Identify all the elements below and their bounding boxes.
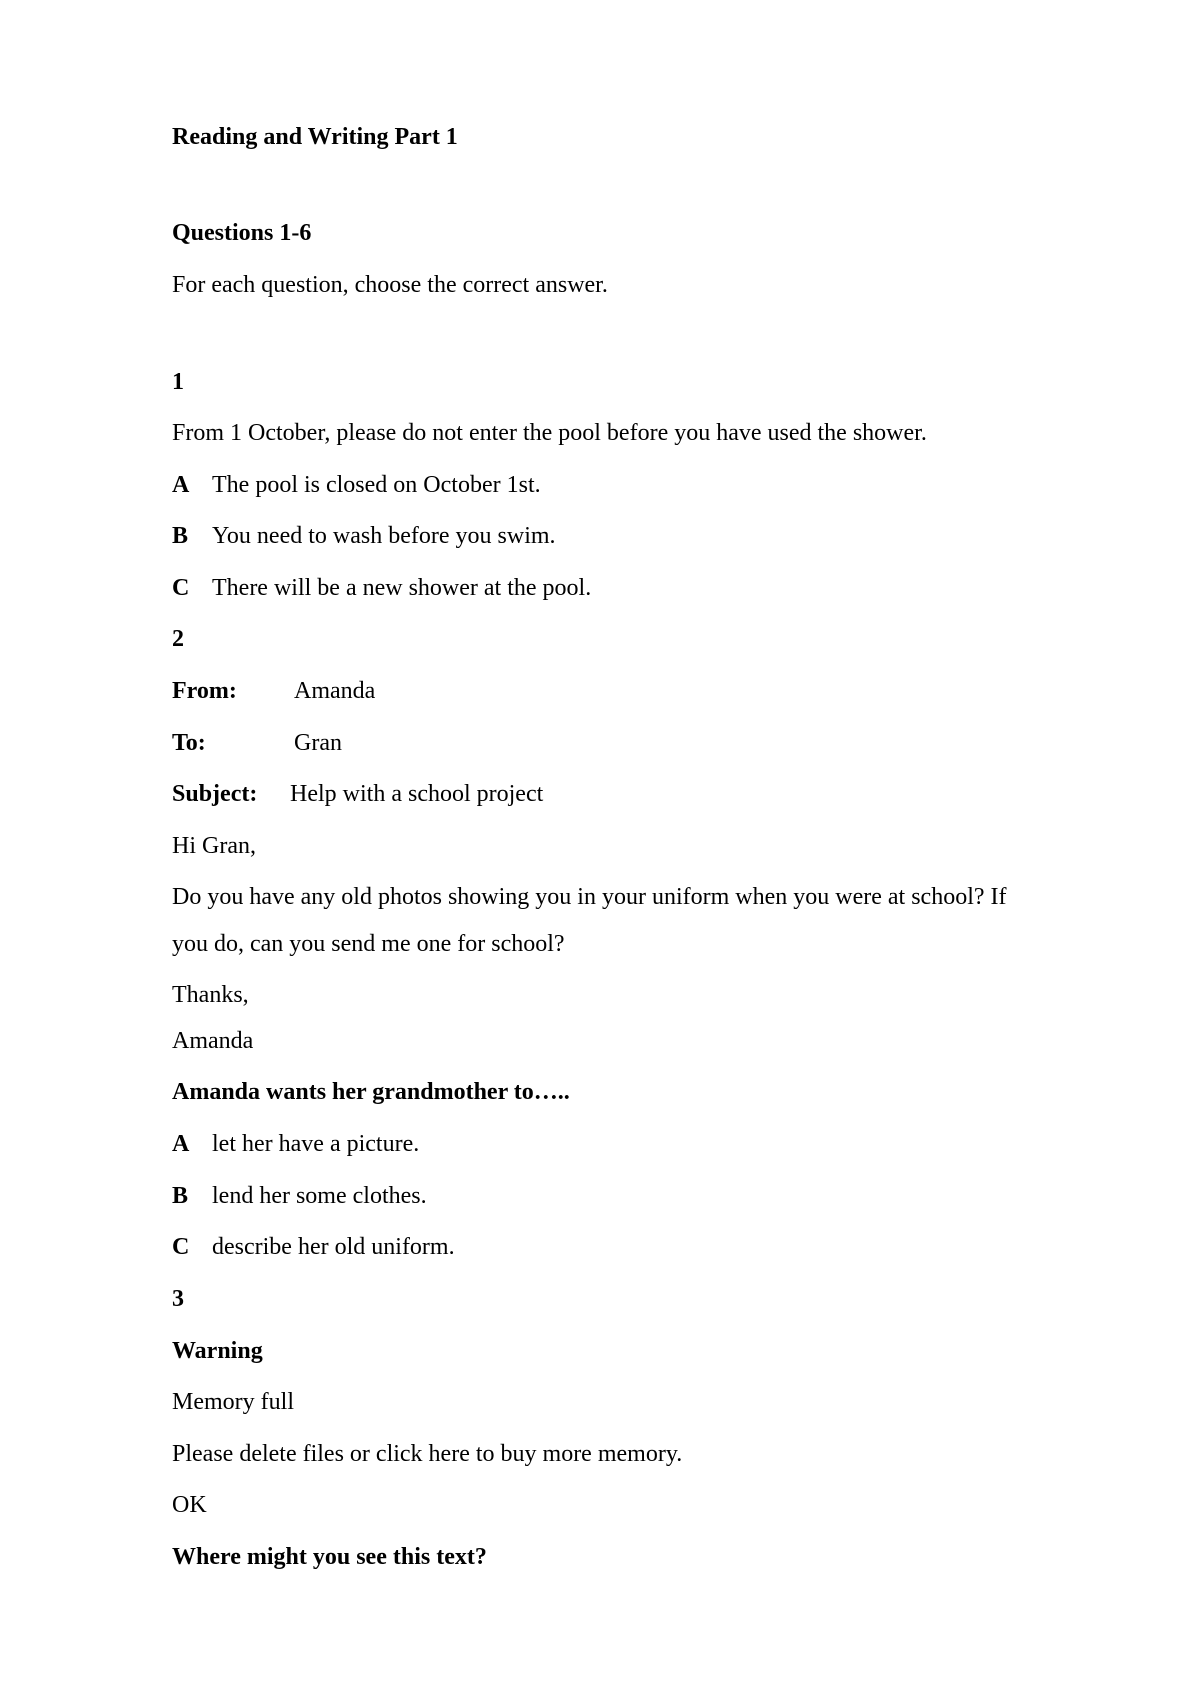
email-from-label: From: xyxy=(172,678,237,704)
option-text: lend her some clothes. xyxy=(212,1183,427,1209)
email-subject-label: Subject: xyxy=(172,781,258,807)
email-to-label: To: xyxy=(172,730,206,756)
warning-line-1: Memory full xyxy=(172,1389,294,1415)
option-letter: B xyxy=(172,1183,189,1209)
email-subject-value: Help with a school project xyxy=(290,781,544,807)
email-signature: Amanda xyxy=(172,1028,254,1054)
email-to-value: Gran xyxy=(294,730,342,756)
option-text: You need to wash before you swim. xyxy=(212,523,556,549)
question-1-text: From 1 October, please do not enter the pool before you have used the shower. xyxy=(172,420,927,446)
email-greeting: Hi Gran, xyxy=(172,833,256,859)
question-2-number: 2 xyxy=(172,626,184,652)
option-letter: A xyxy=(172,1131,190,1157)
warning-heading: Warning xyxy=(172,1338,263,1364)
question-1-number: 1 xyxy=(172,369,184,395)
email-body-line-2: you do, can you send me one for school? xyxy=(172,931,565,957)
option-letter: B xyxy=(172,523,189,549)
option-letter: A xyxy=(172,472,190,498)
question-3-number: 3 xyxy=(172,1286,184,1312)
email-body-line-1: Do you have any old photos showing you in your uniform when you were at school? If xyxy=(172,884,1007,910)
question-3-prompt: Where might you see this text? xyxy=(172,1544,487,1570)
option-letter: C xyxy=(172,1234,190,1260)
option-text: There will be a new shower at the pool. xyxy=(212,575,592,601)
question-2-option-c xyxy=(172,1232,455,1262)
option-letter: C xyxy=(172,575,190,601)
question-2-option-a xyxy=(172,1129,419,1159)
email-to-row xyxy=(172,728,342,758)
page-title: Reading and Writing Part 1 xyxy=(172,124,458,150)
email-subject-row xyxy=(172,779,543,809)
question-1-option-a xyxy=(172,470,541,500)
question-2-option-b xyxy=(172,1181,427,1211)
email-signoff: Thanks, xyxy=(172,982,249,1008)
option-text: The pool is closed on October 1st. xyxy=(212,472,541,498)
instruction-text: For each question, choose the correct answer. xyxy=(172,272,608,298)
option-text: let her have a picture. xyxy=(212,1131,420,1157)
question-1-option-b xyxy=(172,521,556,551)
email-from-row xyxy=(172,676,375,706)
question-1-option-c xyxy=(172,573,591,603)
option-text: describe her old uniform. xyxy=(212,1234,455,1260)
warning-line-3: OK xyxy=(172,1492,207,1518)
questions-heading: Questions 1-6 xyxy=(172,220,312,246)
warning-line-2: Please delete files or click here to buy more memory. xyxy=(172,1441,683,1467)
email-from-value: Amanda xyxy=(294,678,376,704)
question-2-prompt: Amanda wants her grandmother to….. xyxy=(172,1079,570,1105)
